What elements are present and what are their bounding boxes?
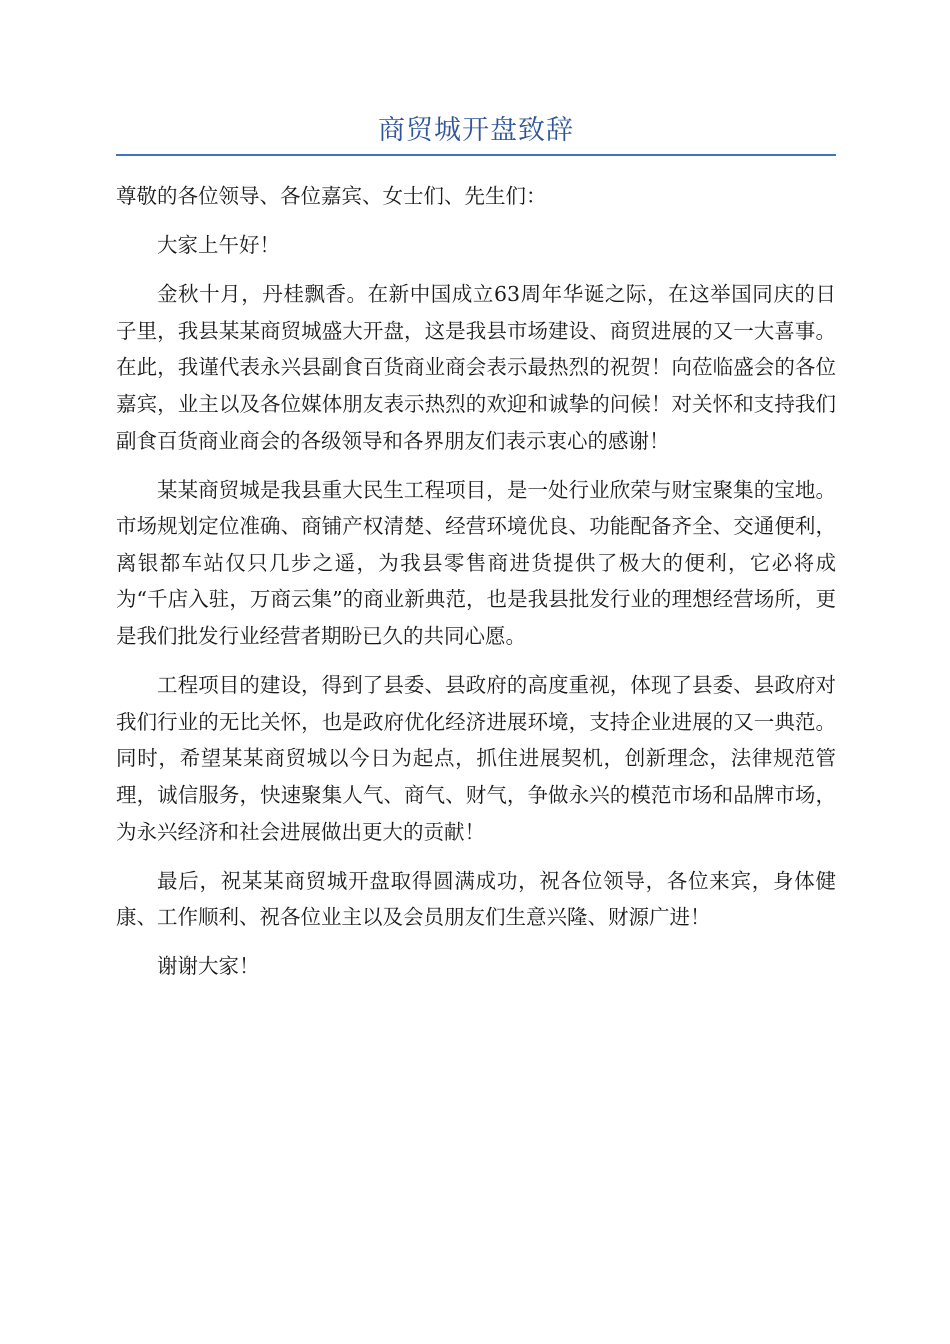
- paragraph-congratulations: 金秋十月，丹桂飘香。在新中国成立63周年华诞之际，在这举国同庆的日子里，我县某某商贸城盛大开盘，这是我县市场建设、商贸进展的又一大喜事。在此，我谨代表永兴县副食百货商业商会表示最热烈的祝贺！向莅临盛会的各位嘉宾，业主以及各位媒体朋友表示热烈的欢迎和诚挚的问候！对关怀和支持我们副食百货商业商会的各级领导和各界朋友们表示衷心的感谢！: [116, 282, 836, 453]
- document-page: [116, 112, 836, 997]
- paragraph-government-support: 工程项目的建设，得到了县委、县政府的高度重视，体现了县委、县政府对我们行业的无比关怀，也是政府优化经济进展环境，支持企业进展的又一典范。同时，希望某某商贸城以今日为起点，抓住进展契机，创新理念，法律规范管理，诚信服务，快速聚集人气、商气、财气，争做永兴的模范市场和品牌市场，为永兴经济和社会进展做出更大的贡献！: [116, 673, 836, 844]
- paragraph-greeting: 大家上午好！: [157, 233, 280, 258]
- salutation: 尊敬的各位领导、各位嘉宾、女士们、先生们：: [116, 184, 547, 208]
- paragraph-project-intro: 某某商贸城是我县重大民生工程项目，是一处行业欣荣与财宝聚集的宝地。市场规划定位准确、商铺产权清楚、经营环境优良、功能配备齐全、交通便利，离银都车站仅只几步之遥，为我县零售商进货提供了极大的便利，它必将成为“千店入驻，万商云集”的商业新典范，也是我县批发行业的理想经营场所，更是我们批发行业经营者期盼已久的共同心愿。: [116, 477, 836, 649]
- title-underline: [116, 154, 836, 156]
- paragraph-wishes: 最后，祝某某商贸城开盘取得圆满成功，祝各位领导，各位来宾，身体健康、工作顺利、祝各位业主以及会员朋友们生意兴隆、财源广进！: [116, 868, 836, 930]
- paragraph-thanks: 谢谢大家！: [157, 954, 260, 979]
- document-title: 商贸城开盘致辞: [378, 115, 574, 146]
- document-body: [116, 178, 836, 985]
